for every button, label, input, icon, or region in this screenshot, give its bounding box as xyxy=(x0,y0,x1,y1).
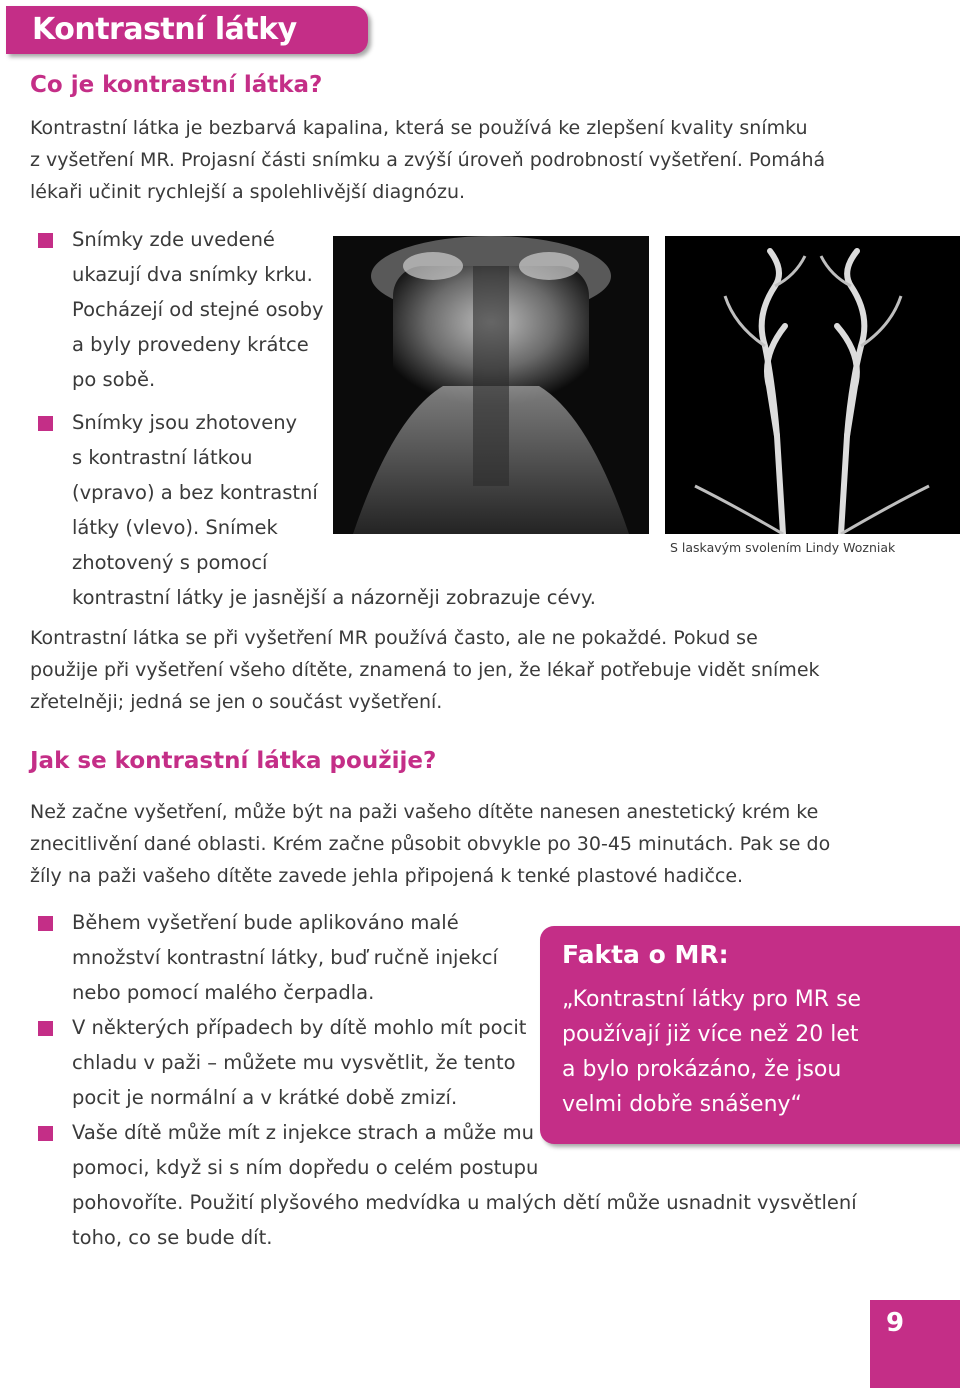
title-banner xyxy=(6,6,368,54)
bullet-marker xyxy=(38,233,53,248)
bullet-marker xyxy=(38,416,53,431)
fact-box-quote: „Kontrastní látky pro MR se používají již více než 20 let a bylo prokázáno, že jsou velmi dobře snášeny“ xyxy=(562,987,862,1117)
bullet-images-description: Snímky zde uvedené ukazují dva snímky krku. Pocházejí od stejné osoby a byly provedeny krátce po sobě. xyxy=(72,228,324,391)
bullet-injection: Během vyšetření bude aplikováno malé množství kontrastní látky, buď ručně injekcí nebo pomocí malého čerpadla. xyxy=(72,911,498,1004)
fact-box-title: Fakta o MR: xyxy=(562,940,729,969)
section-heading-how-used: Jak se kontrastní látka použije? xyxy=(30,748,437,774)
section-heading-what-is: Co je kontrastní látka? xyxy=(30,72,323,98)
bullet-marker xyxy=(38,1126,53,1141)
bullet-marker xyxy=(38,1021,53,1036)
bullet-fear-of-injection: Vaše dítě může mít z injekce strach a může mu pomoci, když si s ním dopředu o celém postupu pohovoříte. Použití plyšového medvídka u malých dětí může usnadnit vysvětlení toho, co se bude dít. xyxy=(72,1121,857,1249)
procedure-paragraph: Než začne vyšetření, může být na paži vašeho dítěte nanesen anestetický krém ke znecitlivění dané oblasti. Krém začne působit obvykle po 30-45 minutách. Pak se do žíly na paži vašeho dítěte zavede jehla připojená k tenké plastové hadičce. xyxy=(30,801,831,887)
intro-paragraph: Kontrastní látka je bezbarvá kapalina, která se používá ke zlepšení kvality snímku z vyšetření MR. Projasní části snímku a zvýší úroveň podrobností vyšetření. Pomáhá lékaři učinit rychlejší a spolehlivější diagnózu. xyxy=(30,117,826,203)
page-title: Kontrastní látky xyxy=(32,12,297,47)
bullet-cold-feeling: V některých případech by dítě mohlo mít pocit chladu v paži – můžete mu vysvětlit, že tento pocit je normální a v krátké době zmizí. xyxy=(72,1016,527,1109)
mri-neck-with-contrast-image xyxy=(665,236,960,534)
mr-facts-box xyxy=(540,926,960,1144)
bullet-marker xyxy=(38,916,53,931)
contrast-usage-paragraph: Kontrastní látka se při vyšetření MR používá často, ale ne pokaždé. Pokud se použije při vyšetření všeho dítěte, znamená to jen, že lékař potřebuje vidět snímek zřetelněji; jedná se jen o součást vyšetření. xyxy=(30,627,820,713)
mri-neck-without-contrast-image xyxy=(333,236,649,534)
page-number: 9 xyxy=(886,1308,905,1338)
page-number-badge xyxy=(870,1300,960,1388)
image-credit: S laskavým svolením Lindy Wozniak xyxy=(670,540,896,555)
bullet-contrast-comparison: Snímky jsou zhotoveny s kontrastní látkou (vpravo) a bez kontrastní látky (vlevo). Snímek zhotovený s pomocí kontrastní látky je jasnější a názorněji zobrazuje cévy. xyxy=(72,411,596,609)
